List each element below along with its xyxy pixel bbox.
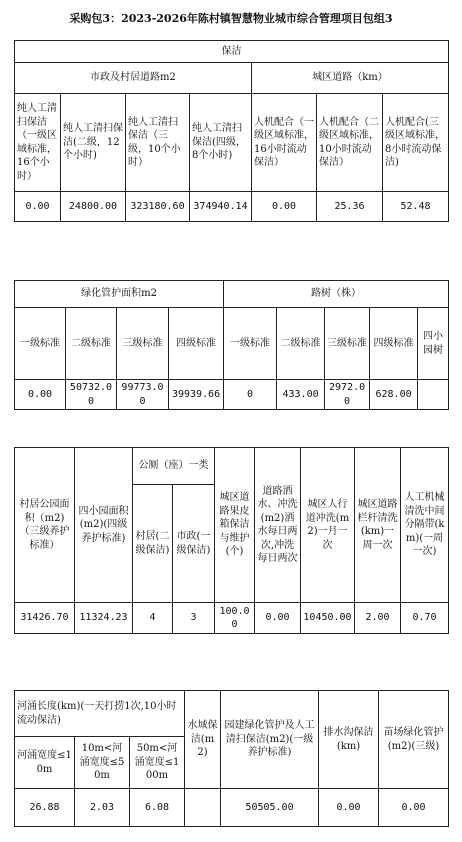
value-cell <box>418 380 449 410</box>
col-header: 二级标准 <box>277 308 325 380</box>
value-cell: 0.00 <box>15 192 61 222</box>
river-width-large-header: 50m<河涌宽度≤100m <box>130 737 185 789</box>
col-header: 纯人工清扫保洁（一级区域标准，16个小时） <box>15 94 61 192</box>
water-area-header: 水域保洁(m2) <box>185 691 221 789</box>
litter-bin-header: 城区道路果皮箱保洁与维护(个) <box>215 448 255 603</box>
small-garden-header: 四小园面积(m2)(四级养护标准) <box>75 448 133 603</box>
drain-cleaning-header: 排水沟保洁(km) <box>319 691 379 789</box>
toilet-village-header: 村居(二级保洁) <box>133 485 173 603</box>
value-cell: 4 <box>133 603 173 634</box>
municipal-roads-header: 市政及村居道路m2 <box>15 63 252 94</box>
facilities-table <box>14 447 449 634</box>
value-cell: 0.00 <box>255 603 301 634</box>
median-cleaning-header: 人工机械清洗中间分隔带(km)(一周一次) <box>401 448 449 603</box>
col-header: 纯人工清扫保洁（三级，10个小时） <box>126 94 190 192</box>
value-cell: 0.00 <box>379 789 449 827</box>
document-title: 采购包3：2023-2026年陈村镇智慧物业城市综合管理项目包组3 <box>69 12 393 25</box>
value-cell: 50505.00 <box>221 789 319 827</box>
value-cell: 323180.60 <box>126 192 190 222</box>
value-cell: 26.88 <box>15 789 75 827</box>
value-cell: 52.48 <box>383 192 449 222</box>
cleaning-table <box>14 40 449 222</box>
col-header: 四级标准 <box>169 308 224 380</box>
nursery-greening-header: 苗场绿化管护(m2)(三级) <box>379 691 449 789</box>
col-header: 纯人工清扫保洁(二级，12个小时) <box>61 94 126 192</box>
waterway-table <box>14 690 449 827</box>
value-cell: 31426.70 <box>15 603 75 634</box>
river-width-medium-header: 10m<河涌宽度≤50m <box>75 737 130 789</box>
village-park-header: 村居公园面积（m2)（三级养护标准） <box>15 448 75 603</box>
col-header: 人机配合(三级区域标准，8小时流动保洁) <box>383 94 449 192</box>
garden-cleaning-header: 园建绿化管护及人工清扫保洁(m2)(一级养护标准) <box>221 691 319 789</box>
value-cell: 99773.00 <box>117 380 169 410</box>
value-cell: 24800.00 <box>61 192 126 222</box>
value-cell: 2972.00 <box>325 380 370 410</box>
value-cell: 25.36 <box>317 192 383 222</box>
railing-cleaning-header: 城区道路栏杆清洗(km)一周一次 <box>355 448 401 603</box>
value-cell: 0.70 <box>401 603 449 634</box>
col-header: 三级标准 <box>325 308 370 380</box>
river-width-small-header: 河涌宽度≤10m <box>15 737 75 789</box>
value-cell: 628.00 <box>370 380 418 410</box>
value-cell: 433.00 <box>277 380 325 410</box>
value-cell: 0 <box>224 380 277 410</box>
public-toilet-header: 公厕（座）一类 <box>133 448 215 485</box>
value-cell: 0.00 <box>15 380 66 410</box>
col-header: 四小园树 <box>418 308 449 380</box>
value-cell: 374940.14 <box>190 192 252 222</box>
col-header: 纯人工清扫保洁(四级，8个小时) <box>190 94 252 192</box>
value-cell: 2.00 <box>355 603 401 634</box>
greening-area-header: 绿化管护面积m2 <box>15 281 224 308</box>
value-cell: 0.00 <box>319 789 379 827</box>
col-header: 一级标准 <box>224 308 277 380</box>
col-header: 人机配合（一级区域标准，16小时流动保洁） <box>252 94 317 192</box>
value-cell: 11324.23 <box>75 603 133 634</box>
greening-table <box>14 280 449 410</box>
cleaning-group-header: 保洁 <box>15 41 449 63</box>
col-header: 四级标准 <box>370 308 418 380</box>
col-header: 人机配合（二级区域标准，10小时流动保洁） <box>317 94 383 192</box>
value-cell: 39939.66 <box>169 380 224 410</box>
value-cell: 50732.00 <box>66 380 117 410</box>
col-header: 一级标准 <box>15 308 66 380</box>
value-cell: 3 <box>173 603 215 634</box>
river-length-header: 河涌长度(km)(一天打捞1次,10小时流动保洁) <box>15 691 185 737</box>
value-cell: 0.00 <box>252 192 317 222</box>
value-cell: 2.03 <box>75 789 130 827</box>
value-cell: 6.08 <box>130 789 185 827</box>
sidewalk-washing-header: 城区人行道冲洗(m2)一月一次 <box>301 448 355 603</box>
urban-roads-header: 城区道路（km） <box>252 63 449 94</box>
value-cell: 10450.00 <box>301 603 355 634</box>
col-header: 三级标准 <box>117 308 169 380</box>
col-header: 二级标准 <box>66 308 117 380</box>
road-washing-header: 道路洒水、冲洗(m2)洒水每日两次,冲洗每日两次 <box>255 448 301 603</box>
toilet-municipal-header: 市政(一级保洁) <box>173 485 215 603</box>
value-cell <box>185 789 221 827</box>
street-trees-header: 路树（株） <box>224 281 449 308</box>
value-cell: 100.00 <box>215 603 255 634</box>
